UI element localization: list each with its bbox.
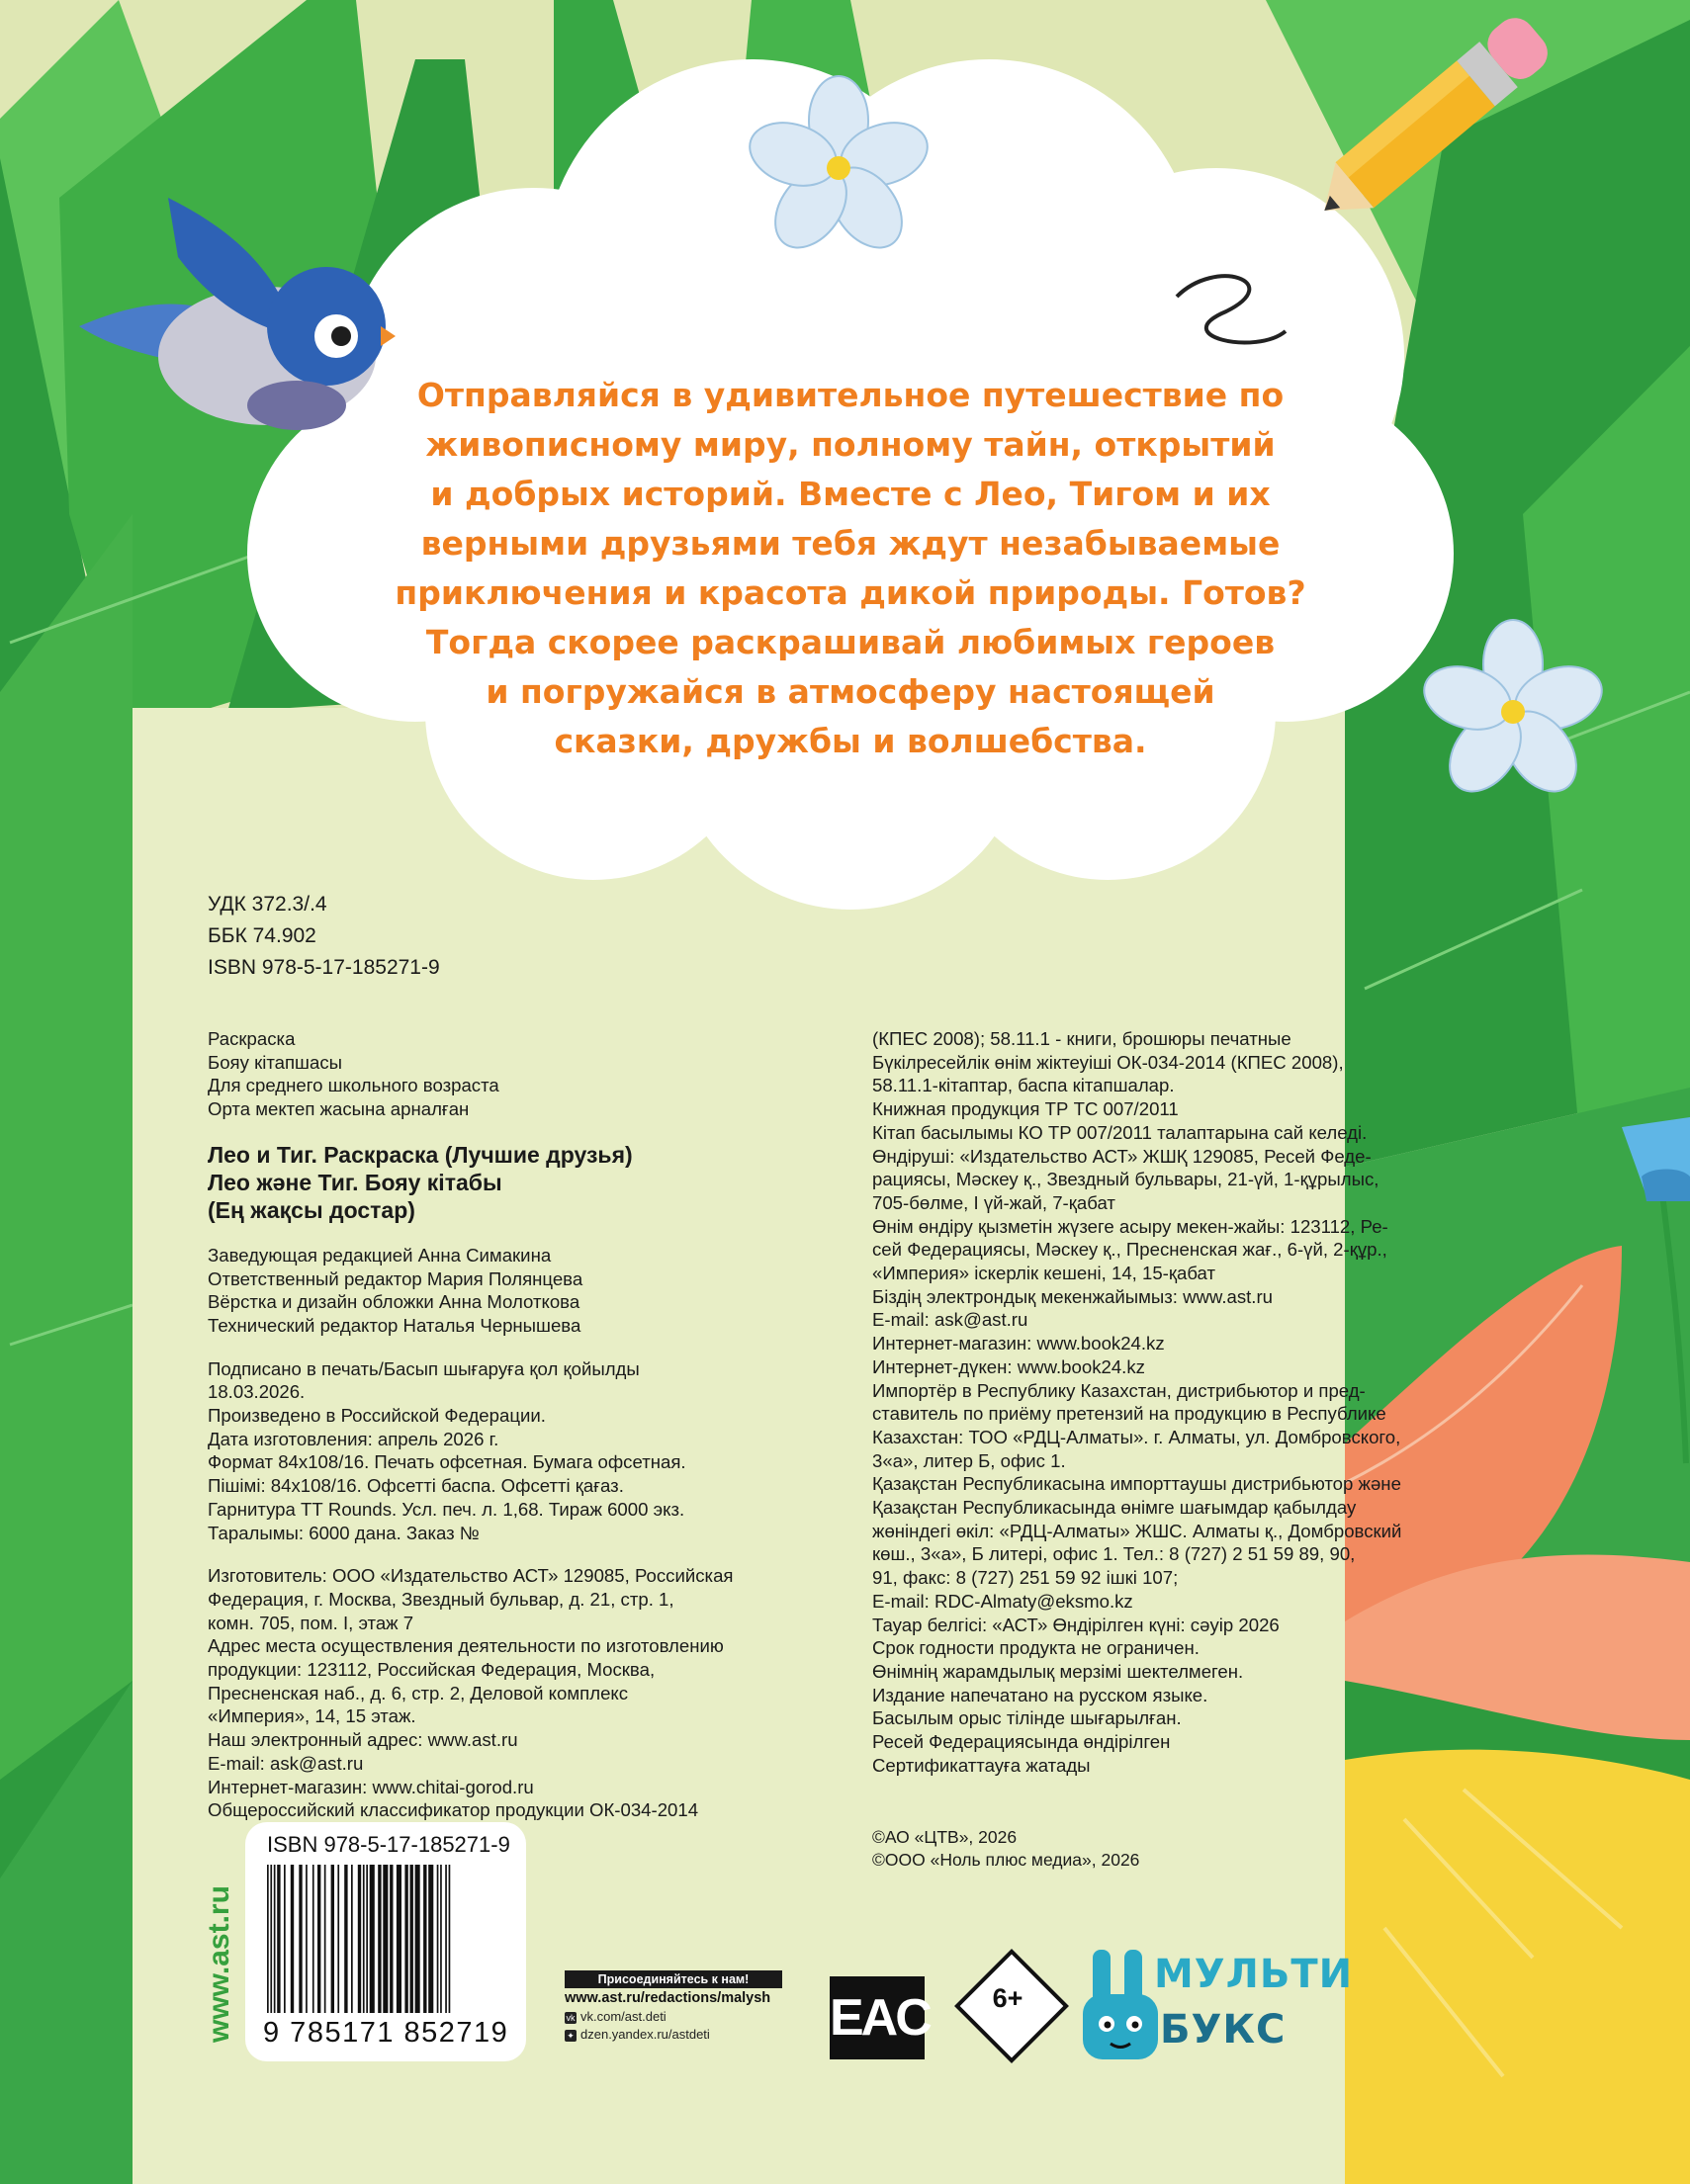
join-banner: Присоединяйтесь к нам! <box>565 1970 782 1988</box>
isbn-code: ISBN 978-5-17-185271-9 <box>208 956 440 979</box>
vk-link-text: vk.com/ast.deti <box>580 2009 667 2024</box>
barcode-bar <box>317 1865 320 2013</box>
eac-mark: EAC <box>830 1976 925 2059</box>
imprint-line: көш., 3«а», Б литері, офис 1. Тел.: 8 (727) 2 51 59 89, 90, <box>872 1543 1356 1565</box>
imprint-line: 705-бөлме, I үй-жай, 7-қабат <box>872 1191 1115 1213</box>
barcode-bar <box>284 1865 286 2013</box>
genre-line: Орта мектеп жасына арналған <box>208 1098 470 1120</box>
imprint-line: «Империя» іскерлік кешені, 14, 15-қабат <box>872 1263 1216 1284</box>
print-line: Произведено в Российской Федерации. <box>208 1405 546 1427</box>
social-links <box>565 1970 782 2042</box>
maker-block <box>208 1564 734 1822</box>
print-line: 18.03.2026. <box>208 1381 306 1403</box>
barcode-image <box>263 1865 510 2023</box>
maker-line: Федерация, г. Москва, Звездный бульвар, д. 21, стр. 1, <box>208 1588 674 1610</box>
barcode-bar <box>363 1865 365 2013</box>
print-block <box>208 1357 734 1545</box>
imprint-line: Интернет-магазин: www.book24.kz <box>872 1333 1165 1354</box>
print-line: Подписано в печать/Басып шығаруға қол қойылды <box>208 1357 640 1379</box>
imprint-left-column <box>208 1027 734 1822</box>
staff-block <box>208 1244 734 1338</box>
imprint-line: Қазақстан Республикасына импорттаушы дистрибьютор және <box>872 1473 1401 1495</box>
classification-codes <box>208 889 440 984</box>
barcode-bar <box>366 1865 368 2013</box>
barcode-bar <box>449 1865 451 2013</box>
imprint-line: Импортёр в Республику Казахстан, дистрибьютор и пред- <box>872 1379 1366 1401</box>
tree-shape <box>0 514 133 1780</box>
staff-line: Технический редактор Наталья Чернышева <box>208 1314 581 1336</box>
barcode-bar <box>344 1865 347 2013</box>
bbk-code: ББК 74.902 <box>208 924 316 947</box>
barcode-bar <box>331 1865 334 2013</box>
imprint-line: Басылым орыс тілінде шығарылған. <box>872 1707 1182 1729</box>
imprint-line: рациясы, Мәскеу қ., Звездный бульвары, 21-үй, 1-құрылыс, <box>872 1169 1379 1190</box>
barcode-bar <box>445 1865 447 2013</box>
imprint-line: 91, факс: 8 (727) 251 59 92 ішкі 107; <box>872 1567 1179 1589</box>
barcode-number: 9 785171 852719 <box>263 2017 509 2049</box>
imprint-line: Сертификаттауға жатады <box>872 1754 1091 1776</box>
blurb-line: приключения и красота дикой природы. Готов? <box>395 573 1306 612</box>
age-rating-badge <box>953 1948 1062 2056</box>
copyright-line: ©АО «ЦТВ», 2026 <box>872 1827 1018 1847</box>
genre-block <box>208 1027 734 1121</box>
imprint-line: Кітап басылымы КО ТР 007/2011 талаптарына сай келеді. <box>872 1121 1368 1143</box>
imprint-line: Өнімнің жарамдылық мерзімі шектелмеген. <box>872 1660 1244 1682</box>
imprint-right-column <box>872 1027 1401 1778</box>
maker-line: Интернет-магазин: www.chitai-gorod.ru <box>208 1776 534 1797</box>
imprint-line: сей Федерациясы, Мәскеу қ., Пресненская жағ., 6-үй, 2-құр., <box>872 1239 1387 1261</box>
bunny-mascot-icon <box>1083 1950 1162 2064</box>
print-line: Гарнитура ТТ Rounds. Усл. печ. л. 1,68. Тираж 6000 экз. <box>208 1498 685 1520</box>
staff-line: Вёрстка и дизайн обложки Анна Молоткова <box>208 1291 580 1313</box>
blurb-line: и погружайся в атмосферу настоящей <box>486 672 1215 711</box>
print-line: Пішімі: 84x108/16. Офсетті баспа. Офсетті қағаз. <box>208 1475 624 1497</box>
print-line: Таралымы: 6000 дана. Заказ № <box>208 1522 480 1543</box>
dzen-icon: ✦ <box>565 2030 577 2042</box>
blurb-line: сказки, дружбы и волшебства. <box>554 722 1147 760</box>
genre-line: Бояу кітапшасы <box>208 1051 342 1073</box>
copyright-block <box>872 1826 1139 1872</box>
maker-line: продукции: 123112, Российская Федерация, Москва, <box>208 1659 656 1681</box>
site-url-vertical: www.ast.ru <box>203 1885 235 2043</box>
barcode-bar <box>370 1865 375 2013</box>
barcode-bar <box>274 1865 276 2013</box>
barcode-bar <box>324 1865 326 2013</box>
copyright-line: ©ООО «Ноль плюс медиа», 2026 <box>872 1850 1140 1870</box>
vk-icon: vk <box>566 2013 576 2023</box>
barcode-bar <box>404 1865 407 2013</box>
imprint-line: (КПЕС 2008); 58.11.1 - книги, брошюры печатные <box>872 1028 1291 1049</box>
barcode-bar <box>437 1865 439 2013</box>
yellow-shape <box>1345 1750 1690 2184</box>
imprint-line: E-mail: ask@ast.ru <box>872 1309 1028 1331</box>
imprint-line: Книжная продукция ТР ТС 007/2011 <box>872 1098 1179 1120</box>
barcode-bar <box>291 1865 294 2013</box>
blurb-text <box>356 371 1345 766</box>
barcode-bar <box>337 1865 339 2013</box>
print-line: Дата изготовления: апрель 2026 г. <box>208 1428 499 1449</box>
barcode-bar <box>383 1865 388 2013</box>
title-line: (Ең жақсы достар) <box>208 1196 415 1223</box>
barcode-bar <box>415 1865 420 2013</box>
barcode-bar <box>277 1865 280 2013</box>
maker-line: «Империя», 14, 15 этаж. <box>208 1705 416 1727</box>
imprint-line: 58.11.1-кітаптар, баспа кітапшалар. <box>872 1075 1175 1096</box>
barcode-bar <box>351 1865 353 2013</box>
imprint-line: Бүкілресейлік өнім жіктеуіші ОК-034-2014 (КПЕС 2008), <box>872 1051 1344 1073</box>
title-line: Лео және Тиг. Бояу кітабы <box>208 1169 502 1195</box>
barcode-bar <box>358 1865 361 2013</box>
maker-line: Наш электронный адрес: www.ast.ru <box>208 1729 518 1751</box>
barcode-bar <box>428 1865 433 2013</box>
barcode-bar <box>270 1865 272 2013</box>
imprint-line: Казахстан: ТОО «РДЦ-Алматы». г. Алматы, ул. Домбровского, <box>872 1426 1401 1447</box>
age-rating-text: 6+ <box>992 1983 1023 2013</box>
imprint-line: жөніндегі өкіл: «РДЦ-Алматы» ЖШС. Алматы қ., Домбровский <box>872 1520 1402 1541</box>
imprint-line: Срок годности продукта не ограничен. <box>872 1637 1200 1659</box>
blurb-line: живописному миру, полному тайн, открытий <box>425 425 1276 464</box>
barcode-bar <box>299 1865 302 2013</box>
maker-line: E-mail: ask@ast.ru <box>208 1752 364 1774</box>
multibuks-logo <box>1083 1950 1354 2064</box>
vk-link[interactable] <box>565 2009 782 2024</box>
imprint-line: Біздің электрондық мекенжайымыз: www.ast.ru <box>872 1285 1273 1307</box>
maker-line: Изготовитель: ООО «Издательство АСТ» 129085, Российская <box>208 1565 734 1587</box>
barcode-bar <box>378 1865 381 2013</box>
print-line: Формат 84x108/16. Печать офсетная. Бумага офсетная. <box>208 1451 686 1473</box>
staff-line: Ответственный редактор Мария Полянцева <box>208 1267 583 1289</box>
blurb-line: верными друзьями тебя ждут незабываемые <box>420 524 1281 563</box>
imprint-line: Өндіруші: «Издательство АСТ» ЖШҚ 129085, Ресей Феде- <box>872 1145 1372 1167</box>
book-title <box>208 1141 734 1224</box>
imprint-line: ставитель по приёму претензий на продукцию в Республике <box>872 1403 1386 1425</box>
barcode-bar <box>306 1865 308 2013</box>
barcode-isbn-label: ISBN 978-5-17-185271-9 <box>267 1832 510 1857</box>
barcode-bar <box>397 1865 401 2013</box>
imprint-line: 3«а», литер Б, офис 1. <box>872 1449 1066 1471</box>
blurb-line: и добрых историй. Вместе с Лео, Тигом и их <box>430 475 1271 513</box>
title-line: Лео и Тиг. Раскраска (Лучшие друзья) <box>208 1141 633 1168</box>
genre-line: Раскраска <box>208 1028 296 1049</box>
barcode-bar <box>410 1865 413 2013</box>
brand-line-2: БУКС <box>1160 2007 1287 2053</box>
maker-line: Адрес места осуществления деятельности по изготовлению <box>208 1635 724 1657</box>
imprint-line: Ресей Федерациясында өндірілген <box>872 1731 1171 1753</box>
maker-line: комн. 705, пом. I, этаж 7 <box>208 1612 414 1633</box>
imprint-line: E-mail: RDC-Almaty@eksmo.kz <box>872 1590 1133 1612</box>
barcode-bar <box>440 1865 442 2013</box>
barcode-bar <box>267 1865 269 2013</box>
blurb-line: Тогда скорее раскрашивай любимых героев <box>425 623 1276 661</box>
barcode-bar <box>390 1865 393 2013</box>
maker-line: Общероссийский классификатор продукции ОК-034-2014 <box>208 1799 699 1821</box>
dzen-link[interactable] <box>565 2027 782 2042</box>
staff-line: Заведующая редакцией Анна Симакина <box>208 1244 552 1266</box>
imprint-line: Издание напечатано на русском языке. <box>872 1684 1208 1705</box>
imprint-line: Өнім өндіру қызметін жүзеге асыру мекен-жайы: 123112, Ре- <box>872 1215 1388 1237</box>
blurb-line: Отправляйся в удивительное путешествие по <box>416 376 1285 414</box>
imprint-line: Тауар белгісі: «АСТ» Өндірілген күні: сәуір 2026 <box>872 1614 1280 1635</box>
barcode-bar <box>423 1865 426 2013</box>
barcode-bar <box>312 1865 314 2013</box>
udk-code: УДК 372.3/.4 <box>208 893 327 916</box>
imprint-line: Интернет-дүкен: www.book24.kz <box>872 1355 1145 1377</box>
genre-line: Для среднего школьного возраста <box>208 1075 499 1096</box>
dzen-link-text: dzen.yandex.ru/astdeti <box>580 2027 710 2042</box>
maker-line: Пресненская наб., д. 6, стр. 2, Деловой комплекс <box>208 1682 629 1704</box>
brand-line-1: МУЛЬТИ <box>1154 1952 1354 1997</box>
imprint-line: Қазақстан Республикасында өнімге шағымдар қабылдау <box>872 1497 1357 1519</box>
website-link[interactable]: www.ast.ru/redactions/malysh <box>565 1990 771 2006</box>
